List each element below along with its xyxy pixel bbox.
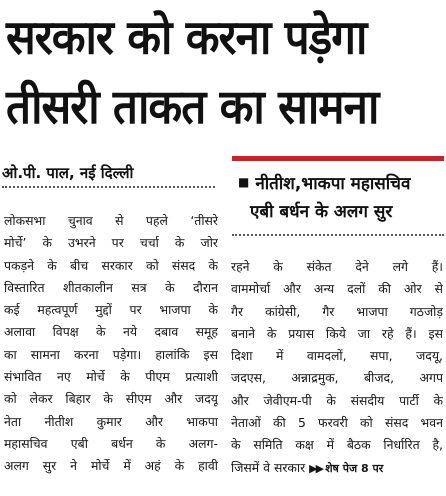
body-line: रहने के संकेत देने लगे हैं। <box>231 259 443 274</box>
body-line: नेता नीतीश कुमार और भाकपा <box>4 413 218 429</box>
continued-label: शेष पेज 8 पर <box>325 461 384 475</box>
body-line: संभावित नए मोर्चे के पीएम प्रत्याशी <box>4 369 218 385</box>
body-line: नेताओं की 5 फरवरी को संसद भवन <box>231 415 443 431</box>
headline-line-1: सरकार को करना पड़ेगा <box>6 10 367 66</box>
subhead-box <box>232 148 444 238</box>
body-line: अलावा विपक्ष के नये दबाव समूह <box>4 324 218 340</box>
body-line: का सामना करना पड़ेगा। हालांकि इस <box>4 346 218 362</box>
subhead-accent-bar <box>232 156 444 161</box>
body-line-text: जिसमें वे सरकार <box>231 459 306 475</box>
body-line: मोर्चे’ के उभरने पर चर्चा के जोर <box>4 235 218 251</box>
headline <box>6 4 442 142</box>
body-line: लोकसभा चुनाव से पहले ‘तीसरे <box>4 213 218 228</box>
subhead-text <box>238 168 443 226</box>
double-arrow-right-icon: ▶▶ <box>309 461 323 475</box>
subhead-line-2: एबी बर्धन के अलग सुर <box>250 202 393 222</box>
body-line: महासचिव एबी बर्धन के अलग- <box>4 435 218 451</box>
body-line: विस्तारित शीतकालीन सत्र के दौरान <box>4 279 218 295</box>
headline-line-2: तीसरी ताकत का सामना <box>6 79 379 135</box>
byline: ओ.पी. पाल, नई दिल्ली <box>2 164 134 182</box>
article-column-right <box>231 256 443 480</box>
body-line: अलग सुर ने मोर्चे में अहं के हावी <box>4 458 218 474</box>
body-line-last <box>231 457 443 480</box>
subhead-divider <box>232 234 444 236</box>
body-line: को लेकर बिहार के सीएम और जदयू <box>4 391 218 407</box>
subhead-line-1: नीतीश,भाकपा महासचिव <box>255 174 411 194</box>
body-line: पकड़ने के बीच सरकार को संसद के <box>4 257 218 273</box>
continued-on-page[interactable] <box>309 462 383 475</box>
body-line: के समिति कक्ष में बैठक निर्धारित है, <box>231 437 443 453</box>
body-line: गैर कांग्रेसी, गैर भाजपा गठजोड़ <box>231 303 443 319</box>
body-line: और जेवीएम-पी के संसदीय पार्टी के <box>231 392 443 408</box>
article-column-left <box>4 210 218 478</box>
body-line: दिशा में वामदलों, सपा, जदयू, <box>231 348 443 364</box>
square-bullet-icon: ■ <box>238 175 250 189</box>
body-line: बनाने के प्रयास किये जा रहे हैं। इस <box>231 325 443 341</box>
body-line: वाममोर्चा और अन्य दलों की ओर से <box>231 281 443 297</box>
byline-divider <box>2 186 215 188</box>
body-line: जदएस, अन्नाद्रमुक, बीजद, अगप <box>231 370 443 386</box>
body-line: कई महत्वपूर्ण मुद्दों पर भाजपा के <box>4 302 218 318</box>
